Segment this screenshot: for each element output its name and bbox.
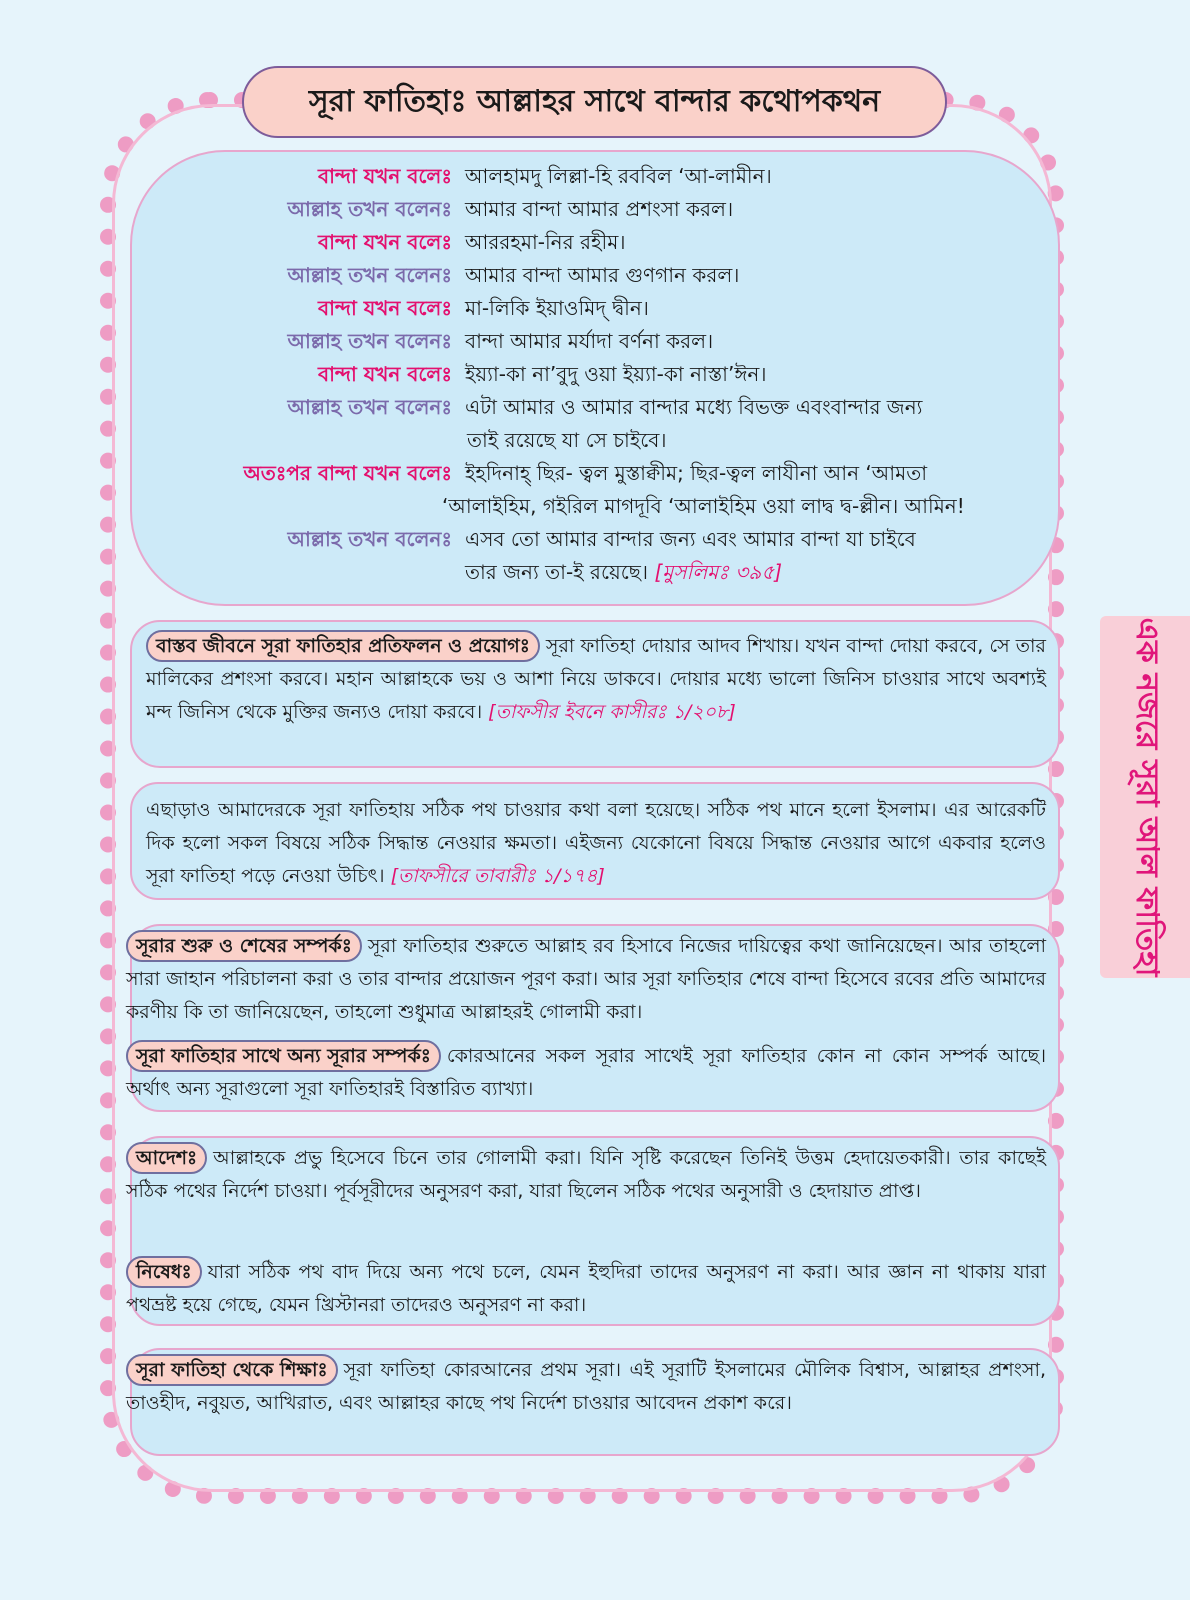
dialogue-text: এটা আমার ও আমার বান্দার মধ্যে বিভক্ত এবংবান্দার জন্য xyxy=(465,395,923,419)
lesson-paragraph xyxy=(126,1354,1046,1420)
dialogue-text: আমার বান্দা আমার গুণগান করল। xyxy=(465,263,740,287)
relation-start-end-text: সূরা ফাতিহার শুরুতে আল্লাহ রব হিসাবে নিজের দায়িত্বের কথা জানিয়েছেন। আর তাহলো সারা জাহান পরিচালনা করা ও তার বান্দার প্রয়োজন পূরণ করা। আর সূরা ফাতিহার শেষে বান্দা হিসেবে রবের প্রতি আমাদের করণীয় কি তা জানিয়েছেন, তাহলো শুধুমাত্র আল্লাহরই গোলামী করা। xyxy=(126,935,1046,1023)
relations-box xyxy=(126,924,1060,1112)
dialogue-row xyxy=(132,327,1058,358)
dialogue-label: অতঃপর বান্দা যখন বলেঃ xyxy=(243,461,452,485)
dialogue-row xyxy=(132,525,1058,556)
reflection-label: বাস্তব জীবনে সূরা ফাতিহার প্রতিফলন ও প্রয়োগঃ xyxy=(146,630,540,662)
dialogue-text-continued: তাই রয়েছে যা সে চাইবে। xyxy=(467,428,667,452)
citation: [তাফসীরে তাবারীঃ ১/১৭৪] xyxy=(390,865,605,887)
command-box xyxy=(126,1136,1060,1326)
dialogue-text: আলহামদু লিল্লা-হি রববিল ‘আ-লামীন। xyxy=(465,164,772,188)
dialogue-label: বান্দা যখন বলেঃ xyxy=(317,362,452,386)
command-paragraph xyxy=(126,1142,1046,1208)
dialogue-label: আল্লাহ তখন বলেনঃ xyxy=(287,395,452,419)
dialogue-row-continued xyxy=(132,492,1058,523)
dialogue-row xyxy=(132,393,1058,424)
guidance-text: এছাড়াও আমাদেরকে সূরা ফাতিহায় সঠিক পথ চাওয়ার কথা বলা হয়েছে। সঠিক পথ মানে হলো ইসলাম। এর আরেকটি দিক হলো সকল বিষয়ে সঠিক সিদ্ধান্ত নেওয়ার ক্ষমতা। এইজন্য যেকোনো বিষয়ে সিদ্ধান্ত নেওয়ার আগে একবার হলেও সূরা ফাতিহা পড়ে নেওয়া উচিৎ। xyxy=(146,799,1046,887)
relation-start-end-label: সূরার শুরু ও শেষের সম্পর্কঃ xyxy=(126,930,362,962)
dialogue-box xyxy=(130,150,1060,606)
prohibition-label: নিষেধঃ xyxy=(126,1256,202,1288)
command-label: আদেশঃ xyxy=(126,1142,207,1174)
dialogue-label: বান্দা যখন বলেঃ xyxy=(317,296,452,320)
relation-other-label: সূরা ফাতিহার সাথে অন্য সূরার সম্পর্কঃ xyxy=(126,1040,441,1072)
side-tab xyxy=(1100,616,1190,978)
dialogue-row-continued xyxy=(132,426,1058,457)
lesson-label: সূরা ফাতিহা থেকে শিক্ষাঃ xyxy=(126,1354,338,1386)
relation-other-text: কোরআনের সকল সূরার সাথেই সূরা ফাতিহার কোন না কোন সম্পর্ক আছে। অর্থাৎ অন্য সূরাগুলো সূরা ফাতিহারই বিস্তারিত ব্যাখ্যা। xyxy=(126,1045,1046,1100)
dialogue-label: আল্লাহ তখন বলেনঃ xyxy=(287,527,452,551)
dialogue-row-continued xyxy=(132,558,1058,589)
dialogue-row xyxy=(132,261,1058,292)
side-tab-label: এক নজরে সূরা আল ফাতিহা xyxy=(1129,617,1165,977)
dialogue-label: বান্দা যখন বলেঃ xyxy=(317,230,452,254)
dialogue-row xyxy=(132,360,1058,391)
dialogue-text: ইয়্যা-কা না’বুদু ওয়া ইয়্যা-কা নাস্তা’ঈন। xyxy=(465,362,767,386)
dialogue-row xyxy=(132,459,1058,490)
dialogue-text: মা-লিকি ইয়াওমিদ্ দ্বীন। xyxy=(465,296,649,320)
dialogue-text-continued: ‘আলাইহিম, গইরিল মাগদূবি ‘আলাইহিম ওয়া লাদ্ব দ্ব-ল্লীন। আমিন! xyxy=(442,494,965,518)
prohibition-text: যারা সঠিক পথ বাদ দিয়ে অন্য পথে চলে, যেমন ইহুদিরা তাদের অনুসরণ না করা। আর জ্ঞান না থাকায় যারা পথভ্রষ্ট হয়ে গেছে, যেমন খ্রিস্টানরা তাদেরও অনুসরণ না করা। xyxy=(126,1261,1046,1316)
guidance-paragraph xyxy=(146,794,1046,893)
relation-start-end-paragraph xyxy=(126,930,1046,1029)
dialogue-row xyxy=(132,228,1058,259)
page-title: সূরা ফাতিহাঃ আল্লাহর সাথে বান্দার কথোপকথন xyxy=(242,66,947,138)
dialogue-row xyxy=(132,162,1058,193)
citation: [তাফসীর ইবনে কাসীরঃ ১/২০৮] xyxy=(488,701,736,723)
dialogue-row xyxy=(132,195,1058,226)
dialogue-text: ইহদিনাহ্ ছির- ত্বল মুস্তাক্বীম; ছির-ত্বল লাযীনা আন ‘আমতা xyxy=(465,461,928,485)
citation: [মুসলিমঃ ৩৯৫] xyxy=(654,560,783,584)
dialogue-label: আল্লাহ তখন বলেনঃ xyxy=(287,263,452,287)
dialogue-label: আল্লাহ তখন বলেনঃ xyxy=(287,197,452,221)
reflection-box xyxy=(130,620,1060,768)
dialogue-text: আমার বান্দা আমার প্রশংসা করল। xyxy=(465,197,734,221)
lesson-text: সূরা ফাতিহা কোরআনের প্রথম সূরা। এই সূরাটি ইসলামের মৌলিক বিশ্বাস, আল্লাহর প্রশংসা, তাওহীদ, নবুয়ত, আখিরাত, এবং আল্লাহর কাছে পথ নির্দেশ চাওয়ার আবেদন প্রকাশ করে। xyxy=(126,1359,1046,1414)
relation-other-paragraph xyxy=(126,1040,1046,1106)
dialogue-text: আররহমা-নির রহীম। xyxy=(465,230,626,254)
lesson-box xyxy=(126,1348,1060,1456)
prohibition-paragraph xyxy=(126,1256,1046,1322)
command-text: আল্লাহকে প্রভু হিসেবে চিনে তার গোলামী করা। যিনি সৃষ্টি করেছেন তিনিই উত্তম হেদায়েতকারী। তার কাছেই সঠিক পথের নির্দেশ চাওয়া। পূর্বসূরীদের অনুসরণ করা, যারা ছিলেন সঠিক পথের অনুসারী ও হেদায়াত প্রাপ্ত। xyxy=(126,1147,1046,1202)
dialogue-row xyxy=(132,294,1058,325)
dialogue-label: বান্দা যখন বলেঃ xyxy=(317,164,452,188)
reflection-paragraph xyxy=(146,630,1046,729)
dialogue-text-continued: তার জন্য তা-ই রয়েছে। xyxy=(465,560,649,584)
dialogue-text: বান্দা আমার মর্যাদা বর্ণনা করল। xyxy=(465,329,714,353)
reflection-text: সূরা ফাতিহা দোয়ার আদব শিখায়। যখন বান্দা দোয়া করবে, সে তার মালিকের প্রশংসা করবে। মহান আল্লাহকে ভয় ও আশা নিয়ে ডাকবে। দোয়ার মধ্যে ভালো জিনিস চাওয়ার সাথে অবশ্যই মন্দ জিনিস থেকে মুক্তির জন্যও দোয়া করবে। xyxy=(146,635,1046,723)
dialogue-text: এসব তো আমার বান্দার জন্য এবং আমার বান্দা যা চাইবে xyxy=(465,527,916,551)
guidance-box xyxy=(130,782,1060,900)
dialogue-label: আল্লাহ তখন বলেনঃ xyxy=(287,329,452,353)
